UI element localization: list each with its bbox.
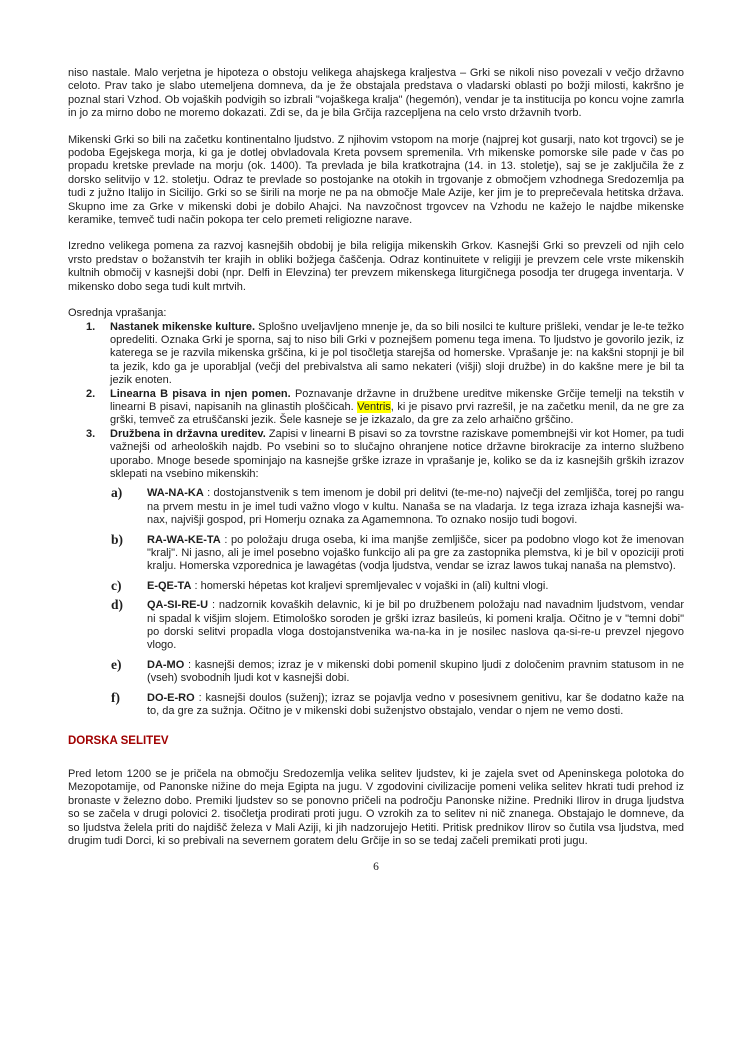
numbered-item-2-title: Linearna B pisava in njen pomen. [110, 387, 291, 400]
term-da-mo: DA-MO [147, 658, 185, 671]
numbered-item-1-title: Nastanek mikenske kulture. [110, 320, 256, 333]
lettered-item-a-marker: a) [111, 485, 123, 501]
numbered-item-1 [68, 321, 684, 388]
lettered-item-e-text: : kasnejši demos; izraz je v mikenski dobi pomenil skupino ljudi z določenim pravnim statusom in ne (vseh) svobodnih ljudi kot v kasnejši dobi. [147, 658, 684, 685]
para-mikenski-grki: Mikenski Grki so bili na začetku kontinentalno ljudstvo. Z njihovim vstopom na morje (najprej kot gusarji, nato kot trgovci) se je podoba Egejskega morja, ki ga je dotlej obvladovala Kreta povsem spremenila. Vrh mikenske pomorske sile pade v čas po propadu kretske prevlade na morju (ok. 1400). Ta prevlada je bila kratkotrajna (14. in 13. stoletje), saj se je zaključila že z dorsko selitvijo v 12. stoletju. Odraz te prevlade so postojanke na otokih in trgovanje z območjem vzhodnega Sredozemlja pa tudi z južno Italijo in Sicilijo. Grki so se širili na morje ne pa na območje Male Azije, ker jim je to preprečevala hetitska država. Skupno ime za Grke v mikenski dobi je dobilo Ahajci. Na navzočnost trgovcev na Vzhodu ne kažejo le najdbe mikenske keramike, temveč tudi način pokopa ter celo premeti religiozne narave. [68, 133, 684, 227]
lettered-item-f-marker: f) [111, 689, 120, 705]
lettered-item-d-text: : nadzornik kovaških delavnic, ki je bil po družbenem položaju nad navadnim ljudstvom, vendar ni spadal k višjim slojem. Etimološko soroden je grški izraz basileús, ki pomeni kralja. Očitno je v "temni dobi" po dorski selitvi propadla vloga dostojanstvenika wa-na-ka in je nosilec naslova qa-si-re-u prevzel njegovo vlogo. [147, 599, 684, 652]
lettered-item-d [68, 599, 684, 653]
lettered-item-b [68, 531, 684, 574]
numbered-item-3 [68, 428, 684, 482]
term-e-qe-ta: E-QE-TA [147, 579, 192, 592]
term-do-e-ro: DO-E-RO [147, 691, 195, 704]
numbered-item-3-marker: 3. [86, 427, 96, 440]
lettered-item-e-marker: e) [111, 656, 122, 672]
numbered-item-3-text: Zapisi v linearni B pisavi so za tovrstne raziskave pomembnejši vir kot Homer, pa tudi važnejši od arheoloških najdb. Po vsebini so to slučajno ohranjene notice državne birokracije za interno službeno uporabo. Mnoge besede spominjajo na kasnejše grške izraze in vprašanje je, koliko se da iz kasnejših grških izrazov sklepati na vsebino mikenskih: [110, 427, 684, 480]
lettered-item-b-marker: b) [111, 531, 124, 547]
lettered-item-a-text: : dostojanstvenik s tem imenom je dobil pri delitvi (te-me-no) največji del zemljišča, torej po rangu na prvem mestu in je imel tudi važno vlogo v kultu. Nanaša se na vladarja. Iz tega izraza izhaja kasnejši wa-nax, najvišji gospod, pri Homerju oznaka za Agamemnona. To oznako nosijo tudi bogovi. [147, 487, 684, 527]
page-number: 6 [373, 861, 379, 874]
lettered-item-a [68, 487, 684, 527]
numbered-item-2-text-after: , ki je pisavo prvi razrešil, je na začetku menil, da ne gre za grški, temveč za etruščanski jezik. Šele kasneje se je izkazalo, da gre za zelo arhaično grščino. [110, 400, 684, 427]
para-ahajsko-kraljestvo: niso nastale. Malo verjetna je hipoteza o obstoju velikega ahajskega kraljestva – Grki se nikoli niso povezali v večjo državno celoto. Prav tako je slabo utemeljena domneva, da je že obstajala predstava o vladarski oblasti po božji milosti, kakršno je poznal stari Vzhod. Ob vojaških podvigih so izbrali "vojaškega kralja" (hegemón), vendar je ta institucija po koncu vojne zamrla in jo za mirno dobo ne moremo dokazati. Zdi se, da je bila Grčija razcepljena na celo vrsto državnih tvorb. [68, 67, 684, 120]
lettered-item-c [68, 577, 684, 593]
central-questions-label: Osrednja vprašanja: [68, 307, 167, 320]
numbered-item-1-text: Splošno uveljavljeno mnenje je, da so bili nosilci te kulture prišleki, vendar je le-te težko opredeliti. Oznaka Grki je sporna, saj to niso bili Grki v poznejšem pomenu tega imena. To ljudstvo je govorilo jezik, iz katerega se je razvila mikenska grščina, ki je pol tisočletja starejša od homerske. Vprašanje je: na kakšni stopnji je bil ta jezik, kdo ga je uporabljal (večji del prebivalstva ali samo nekateri (višji) sloji družbe) in do kakšne mere je bil ta jezik enoten. [110, 320, 684, 387]
para-dorska-selitev: Pred letom 1200 se je pričela na območju Sredozemlja velika selitev ljudstev, ki je zajela svet od Apeninskega polotoka do Mezopotamije, od Panonske nižine do meja Egipta na jugu. V zgodovini civilizacije pomeni velika selitev hkrati tudi prehod iz bronaste v železno dobo. Premiki ljudstev so se ponovno pričeli na področju Panonske nižine. Predniki Ilirov in druga ljudstva so se začela v drugi polovici 2. tisočletja prodirati proti jugu. O vzrokih za to selitev ni nič znanega. Obstajajo le domneve, da so ljudstva želela priti do najdišč železa v Mali Aziji, ki jih nadzorujejo Hetiti. Pritisk prednikov Ilirov so čutila vsa ljudstva, med drugim tudi Dorci, ki so prebivali na severnem goratem delu Grčije in so se tedaj začeli premikati proti jugu. [68, 767, 684, 847]
lettered-item-d-marker: d) [111, 597, 124, 613]
term-ra-wa-ke-ta: RA-WA-KE-TA [147, 533, 221, 546]
lettered-item-f [68, 689, 684, 719]
lettered-item-b-text: : po položaju druga oseba, ki ima manjše zemljišče, sicer pa podobno vlogo kot že imenovan "kralj". Ni jasno, ali je imel posebno vojaško funkcijo ali pa gre za zastopnika plemstva, ki je bil v opoziciji proti kralju. Homerska vzporednica je lawagétas (vodja ljudstva, vendar se izraz lawos tukaj nanaša na plemstvo). [147, 533, 684, 573]
highlighted-word-ventris: Ventris [357, 400, 391, 413]
numbered-item-2 [68, 388, 684, 428]
para-mikenska-religija: Izredno velikega pomena za razvoj kasnejših obdobij je bila religija mikenskih Grkov. Kasnejši Grki so prevzeli od njih celo vrsto predstav o božanstvih ter krajih in obliki božjega čaščenja. Odraz kontinuitete v religiji je prevzem cele vrste mikenskih kultnih območij v kasnejši dobi (npr. Delfi in Elevzina) ter prevzem mikenskega liturgičnega posodja ter drugega inventarja. V mikensko dobo sega tudi kult mrtvih. [68, 240, 684, 293]
term-wa-na-ka: WA-NA-KA [147, 487, 204, 500]
numbered-item-1-marker: 1. [86, 320, 96, 333]
numbered-item-2-text-before: Poznavanje državne in družbene ureditve mikenske Grčije temelji na tekstih v linearni B pisavi, napisanih na glinastih ploščicah. [110, 387, 684, 413]
section-heading-dorska-selitev: DORSKA SELITEV [68, 735, 169, 748]
numbered-item-3-title: Družbena in državna ureditev. [110, 427, 266, 440]
lettered-item-c-marker: c) [111, 577, 122, 593]
numbered-item-2-marker: 2. [86, 387, 96, 400]
lettered-item-f-text: : kasnejši doulos (suženj); izraz se pojavlja vedno v posesivnem genitivu, kar še dodatno kaže na to, da gre za sužnja. Očitno je v mikenski dobi suženjstvo obstajalo, vendar o njem ne vemo dosti. [147, 691, 684, 718]
lettered-item-e [68, 656, 684, 686]
lettered-item-c-text: : homerski hépetas kot kraljevi spremljevalec v vojaški in (ali) kultni vlogi. [191, 579, 549, 592]
term-qa-si-re-u: QA-SI-RE-U [147, 599, 209, 612]
